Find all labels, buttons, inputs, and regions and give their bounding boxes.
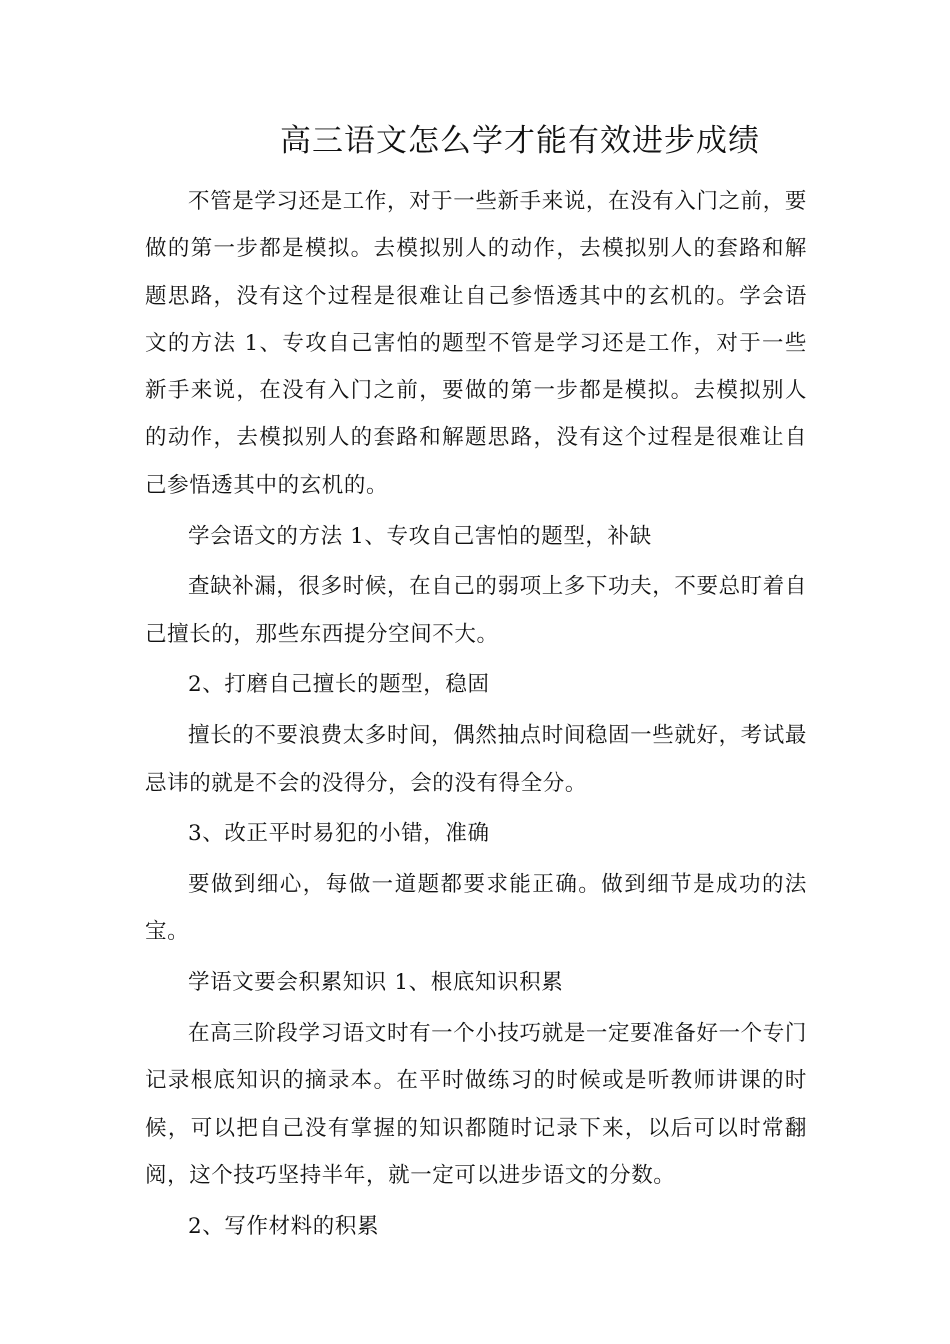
paragraph: 3、改正平时易犯的小错，准确 xyxy=(188,821,490,847)
paragraph: 要做到细心，每做一道题都要求能正确。做到细节是成功的法宝。 xyxy=(145,872,807,945)
paragraph: 查缺补漏，很多时候，在自己的弱项上多下功夫，不要总盯着自己擅长的，那些东西提分空间不大。 xyxy=(145,574,807,647)
paragraph: 擅长的不要浪费太多时间，偶然抽点时间稳固一些就好，考试最忌讳的就是不会的没得分，会的没有得全分。 xyxy=(145,723,807,796)
paragraph: 不管是学习还是工作，对于一些新手来说，在没有入门之前，要做的第一步都是模拟。去模拟别人的动作，去模拟别人的套路和解题思路，没有这个过程是很难让自己参悟透其中的玄机的。学会语文的方法 1、专攻自己害怕的题型不管是学习还是工作，对于一些新手来说，在没有入门之前，要做的第一步都是模拟。去模拟别人的动作，去模拟别人的套路和解题思路，没有这个过程是很难让自己参悟透其中的玄机的。 xyxy=(145,189,807,498)
document-title: 高三语文怎么学才能有效进步成绩 xyxy=(280,123,760,159)
paragraph: 学语文要会积累知识 1、根底知识积累 xyxy=(188,970,564,996)
document-body xyxy=(145,178,807,1254)
paragraph: 在高三阶段学习语文时有一个小技巧就是一定要准备好一个专门记录根底知识的摘录本。在平时做练习的时候或是听教师讲课的时候，可以把自己没有掌握的知识都随时记录下来，以后可以时常翻阅，这个技巧坚持半年，就一定可以进步语文的分数。 xyxy=(145,1021,807,1188)
paragraph: 学会语文的方法 1、专攻自己害怕的题型，补缺 xyxy=(188,523,652,549)
paragraph: 2、打磨自己擅长的题型，稳固 xyxy=(188,672,490,698)
paragraph: 2、写作材料的积累 xyxy=(188,1213,380,1239)
